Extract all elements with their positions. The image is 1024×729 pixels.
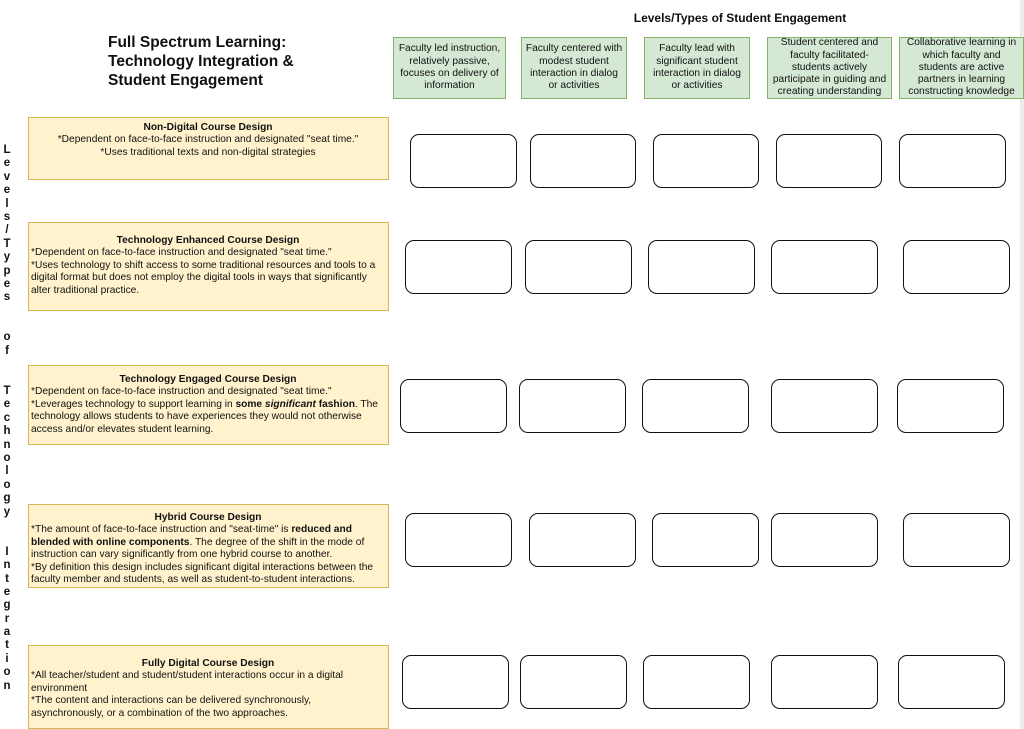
vertical-label-char [5,519,8,532]
row-technology-engaged [28,365,389,445]
vertical-label-char: o [3,451,11,464]
vertical-label-char [5,305,8,318]
vertical-label-char: l [5,197,9,210]
grid-cell-r4-c2[interactable] [529,513,636,567]
text-run: *The amount of face-to-face instruction and "seat-time" is [31,524,292,536]
main-title-line: Full Spectrum Learning: [108,34,287,51]
vertical-label-char: n [3,438,11,451]
grid-cell-r4-c5[interactable] [903,513,1010,567]
grid-cell-r3-c5[interactable] [897,379,1004,433]
grid-cell-r5-c2[interactable] [520,655,627,709]
main-title-line: Technology Integration & [108,53,294,70]
vertical-label-char: e [3,157,11,170]
vertical-label-char: y [3,251,11,264]
text-run: *Leverages technology to support learning in [31,398,236,410]
vertical-label-char [5,532,8,545]
vertical-label-char: v [3,170,11,183]
grid-cell-r3-c3[interactable] [642,379,749,433]
text-run: . The technology allows students to have experiences they would not otherwise access and/or elevates student learning. [31,398,378,435]
main-title-line: Student Engagement [108,72,264,89]
vertical-label-char: f [5,344,9,357]
text-run-bold: some [235,398,265,410]
vertical-label-char: g [3,492,11,505]
row-text: *Dependent on face-to-face instruction and designated "seat time." [57,134,359,146]
engagement-header: Levels/Types of Student Engagement [633,11,847,25]
grid-cell-r3-c2[interactable] [519,379,626,433]
grid-cell-r2-c3[interactable] [648,240,755,294]
vertical-label-char: g [3,599,11,612]
grid-cell-r2-c5[interactable] [903,240,1010,294]
row-text: *All teacher/student and student/student interactions occur in a digital environment [31,670,344,694]
row-text: *Dependent on face-to-face instruction and designated "seat time." [31,247,332,259]
row-text: *Uses traditional texts and non-digital strategies [100,146,316,158]
vertical-label-char: p [3,264,11,277]
vertical-label-char: T [3,385,11,398]
column-header-collaborative: Collaborative learning in which faculty and students are active partners in learning constructing knowledge [899,37,1024,99]
grid-cell-r1-c5[interactable] [899,134,1006,188]
row-text: *Uses technology to shift access to some traditional resources and tools to a digital format but does not employ the digital tools in ways that significantly alter traditional practice. [31,259,376,296]
vertical-label-char: n [3,559,11,572]
vertical-label-char: t [5,639,9,652]
vertical-label-char: i [5,652,9,665]
grid-cell-r2-c1[interactable] [405,240,512,294]
row-text: *Dependent on face-to-face instruction and designated "seat time." [31,386,332,398]
vertical-label-char: s [3,210,11,223]
vertical-label-char: a [3,626,11,639]
row-non-digital [28,117,389,180]
vertical-label-char: o [3,331,11,344]
vertical-label-char: L [3,144,11,156]
vertical-label-char: / [5,224,9,237]
row-title: Fully Digital Course Design [141,658,275,669]
grid-cell-r1-c3[interactable] [653,134,759,188]
grid-cell-r1-c1[interactable] [410,134,517,188]
vertical-label-char: r [4,612,10,625]
row-hybrid [28,504,389,588]
grid-cell-r1-c2[interactable] [530,134,636,188]
page-edge-shade [1020,0,1024,729]
column-header-faculty-led: Faculty led instruction, relatively passive, focuses on delivery of information [393,37,506,99]
row-text-hybrid [31,524,385,561]
text-run-bold: fashion [315,398,355,410]
grid-cell-r5-c3[interactable] [643,655,750,709]
grid-cell-r4-c3[interactable] [652,513,759,567]
text-run-bold-italic: significant [264,398,316,410]
grid-cell-r5-c5[interactable] [898,655,1005,709]
row-technology-enhanced [28,222,389,311]
row-text: *The content and interactions can be delivered synchronously, asynchronously, or a combination of the two approaches. [31,695,312,719]
grid-cell-r2-c2[interactable] [525,240,632,294]
row-title: Non-Digital Course Design [143,122,273,133]
grid-cell-r4-c4[interactable] [771,513,878,567]
row-title: Hybrid Course Design [154,512,262,523]
grid-cell-r5-c4[interactable] [771,655,878,709]
row-title: Technology Engaged Course Design [119,374,297,385]
vertical-label-char: e [3,585,11,598]
vertical-axis-label [0,144,14,693]
vertical-label-char [5,372,8,385]
vertical-label-char: c [3,411,11,424]
vertical-label-char: n [3,679,11,692]
vertical-label-char: o [3,478,11,491]
vertical-label-char: e [3,184,11,197]
row-title: Technology Enhanced Course Design [116,235,300,246]
grid-cell-r4-c1[interactable] [405,513,512,567]
row-text-leverage [31,399,385,436]
grid-cell-r5-c1[interactable] [402,655,509,709]
vertical-label-char: s [3,291,11,304]
vertical-label-char: y [3,505,11,518]
row-fully-digital [28,645,389,729]
row-text: *By definition this design includes significant digital interactions between the faculty member and students, as well as student-to-student interactions. [31,561,374,586]
grid-cell-r2-c4[interactable] [771,240,878,294]
vertical-label-char: o [3,666,11,679]
text-run-bold: reduced and blended with online components [31,524,352,548]
vertical-label-char [5,358,8,371]
grid-cell-r3-c1[interactable] [400,379,507,433]
vertical-label-char: e [3,398,11,411]
column-header-faculty-centered: Faculty centered with modest student interaction in dialog or activities [521,37,627,99]
vertical-label-char: e [3,277,11,290]
grid-cell-r1-c4[interactable] [776,134,882,188]
vertical-label-char: t [5,572,9,585]
column-header-student-centered: Student centered and faculty facilitated- students actively participate in guiding and creating understanding [767,37,892,99]
vertical-label-char: T [3,237,11,250]
vertical-label-char [5,318,8,331]
main-title [108,33,348,90]
vertical-label-char: l [5,465,9,478]
column-header-faculty-lead: Faculty lead with significant student interaction in dialog or activities [644,37,750,99]
vertical-label-char: h [3,425,11,438]
text-run: . The degree of the shift in the mode of instruction can vary significantly from one hybrid course to another. [31,536,365,561]
grid-cell-r3-c4[interactable] [771,379,878,433]
vertical-label-char: I [5,545,9,558]
